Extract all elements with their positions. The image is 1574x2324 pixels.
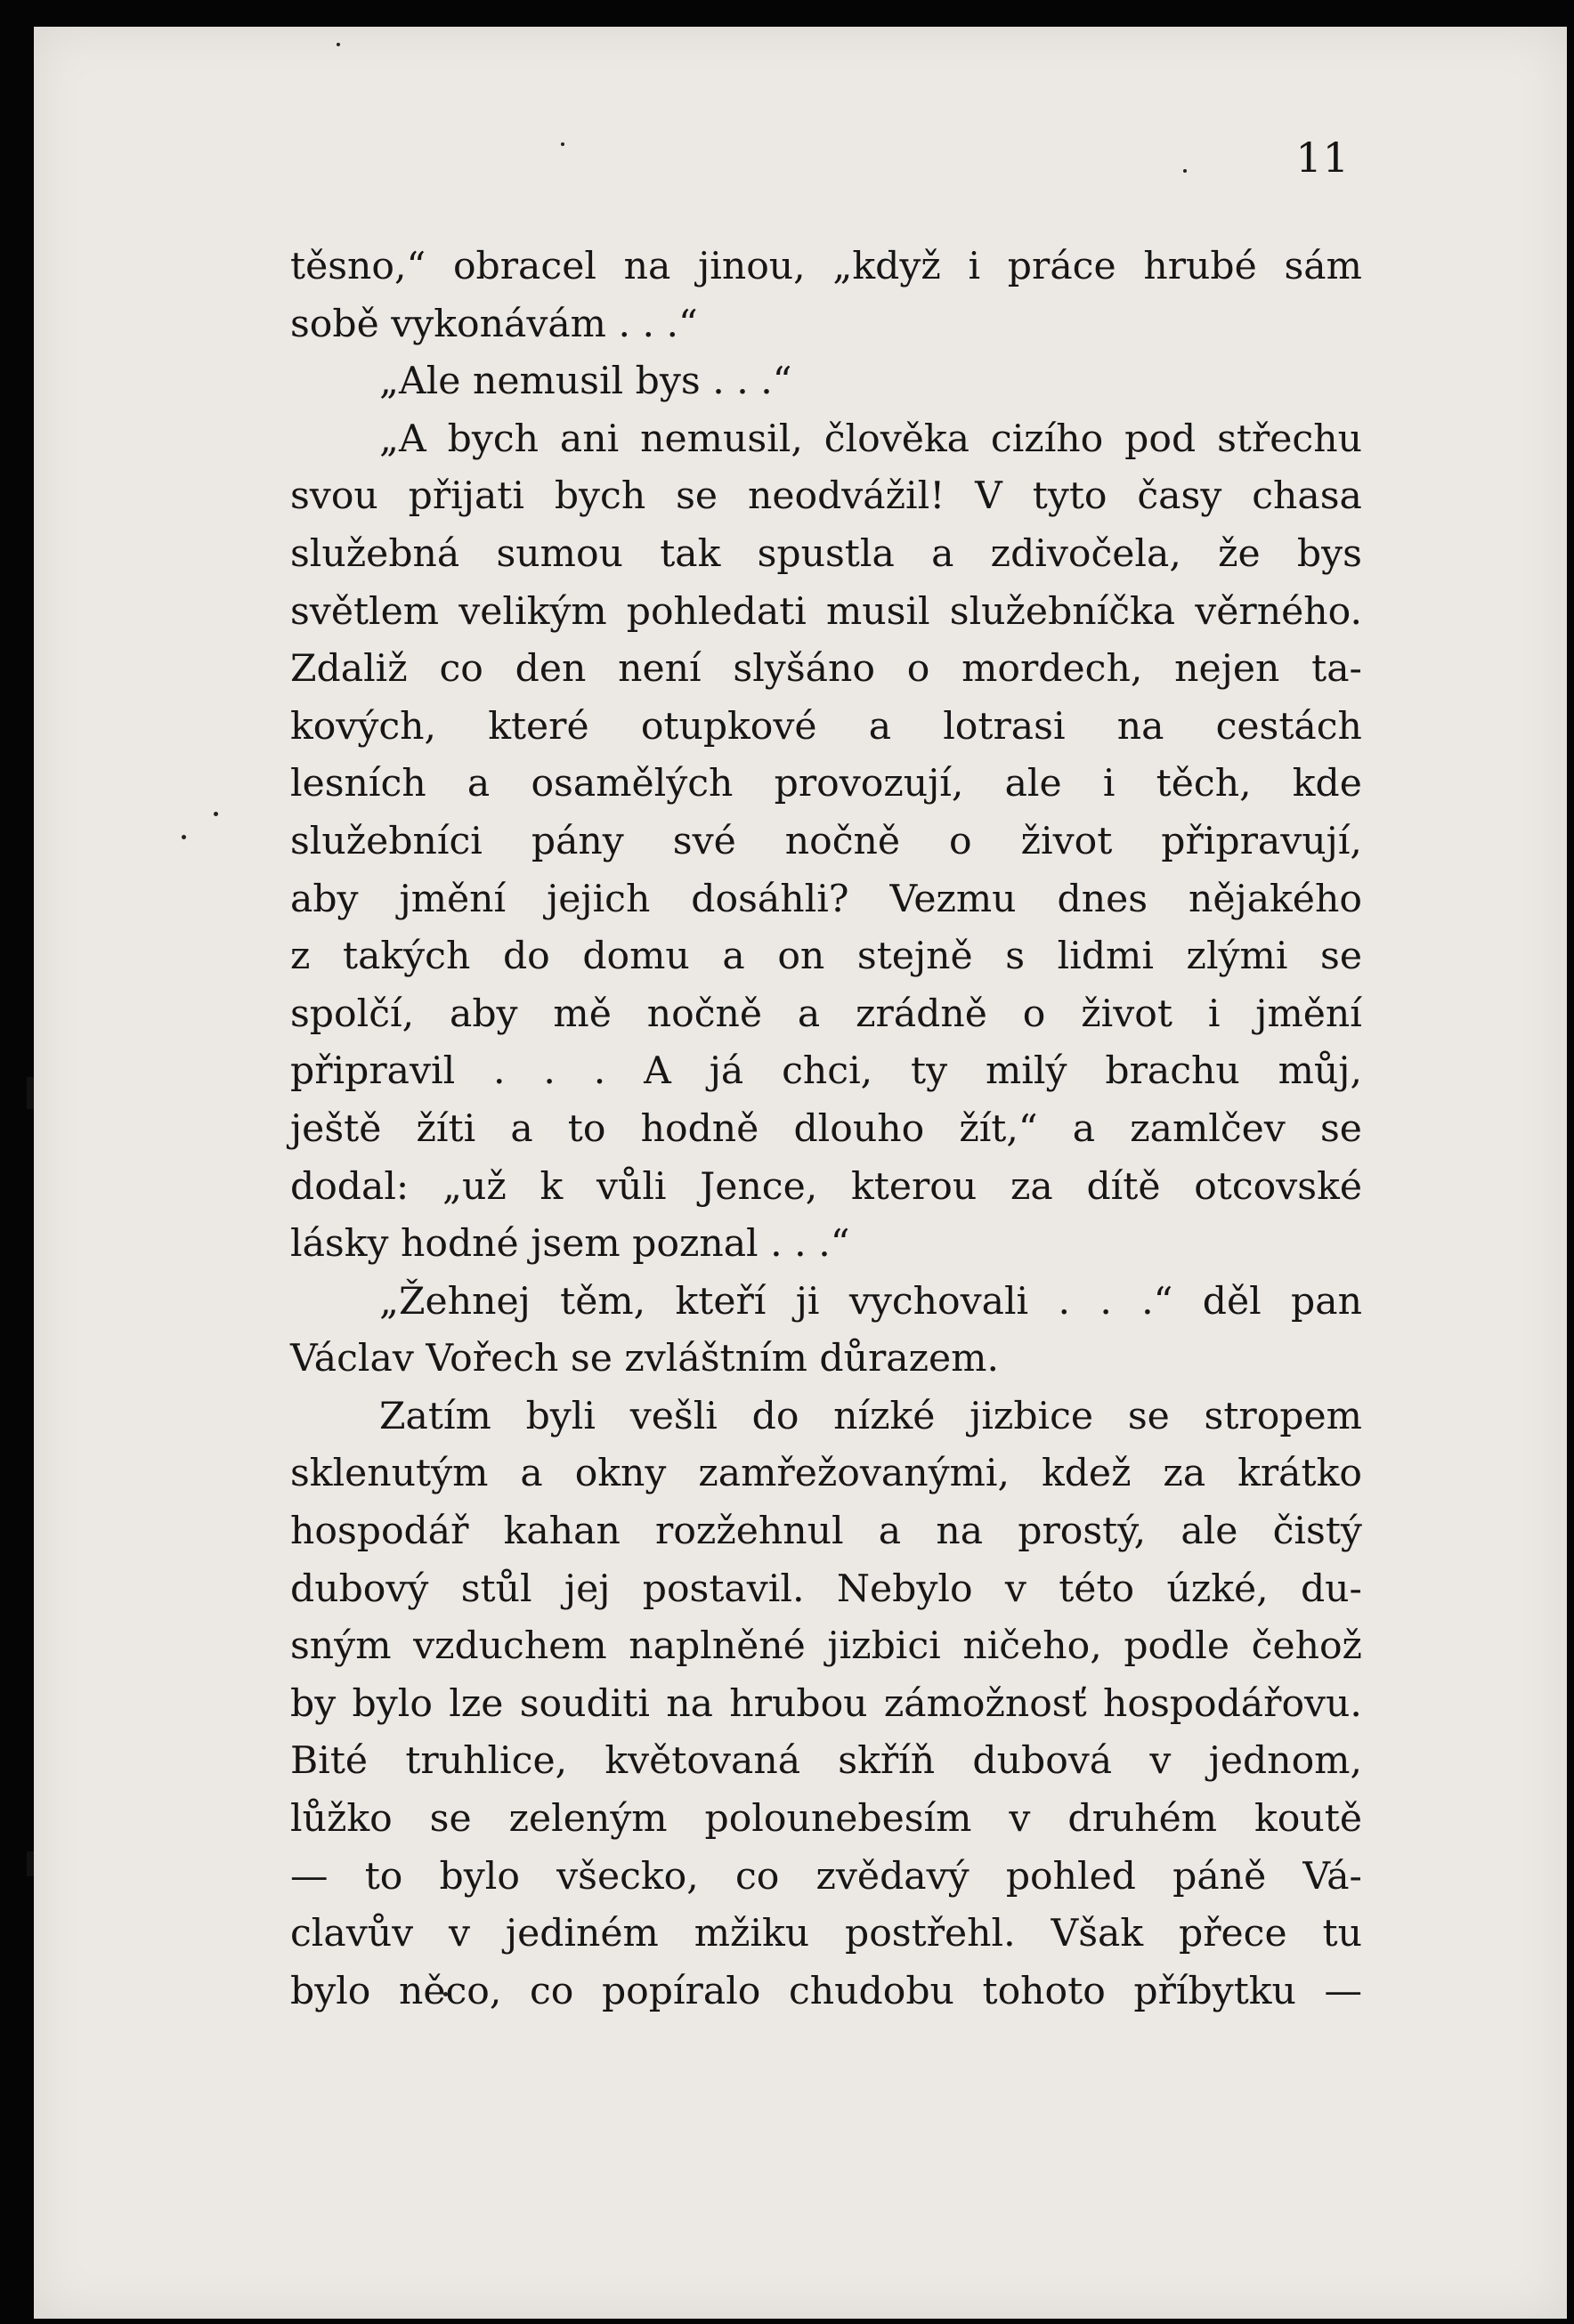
body-text [290, 239, 1362, 2020]
left-page-edge [0, 0, 34, 2324]
text-line: bylo něco, co popíralo chudobu tohoto příbytku — [290, 1969, 1362, 2013]
book-page [34, 27, 1567, 2319]
text-line: „Ale nemusil bys . . .“ [379, 360, 792, 404]
text-line: lesních a osamělých provozují, ale i těch, kde [290, 762, 1362, 806]
text-line: těsno,“ obracel na jinou, „když i práce hrubé sám [290, 245, 1362, 288]
text-line: služebníci pány své nočně o život připravují, [290, 819, 1362, 863]
text-line: — to bylo všecko, co zvědavý pohled páně Vá- [290, 1854, 1362, 1899]
text-line: aby jmění jejich dosáhli? Vezmu dnes nějakého [290, 877, 1362, 921]
text-line: hospodář kahan rozžehnul a na prostý, ale čistý [290, 1510, 1362, 1554]
paper-speck [561, 142, 564, 146]
text-line: clavův v jediném mžiku postřehl. Však přece tu [290, 1912, 1362, 1956]
text-line: svou přijati bych se neodvážil! V tyto časy chasa [290, 474, 1362, 519]
paper-speck [214, 812, 218, 816]
text-line: dodal: „už k vůli Jence, kterou za dítě otcovské [290, 1164, 1362, 1209]
text-line: Václav Vořech se zvláštním důrazem. [290, 1337, 999, 1381]
text-line: ještě žíti a to hodně dlouho žít,“ a zamlčev se [290, 1106, 1362, 1151]
text-line: Bité truhlice, květovaná skříň dubová v jednom, [290, 1739, 1362, 1784]
text-line: kových, které otupkové a lotrasi na cestách [290, 704, 1362, 749]
page-number: 11 [1295, 134, 1350, 182]
text-line: „Žehnej těm, kteří ji vychovali . . .“ děl pan [379, 1279, 1362, 1324]
paper-speck [337, 43, 340, 46]
paper-speck [182, 835, 186, 839]
paper-speck [1183, 169, 1187, 173]
text-line: z takých do domu a on stejně s lidmi zlými se [290, 935, 1362, 979]
text-line: světlem velikým pohledati musil služebníčka věrného. [290, 589, 1362, 634]
text-line: Zdaliž co den není slyšáno o mordech, nejen ta- [290, 647, 1362, 692]
text-line: lůžko se zeleným polounebesím v druhém koutě [290, 1797, 1362, 1842]
text-line: Zatím byli vešli do nízké jizbice se stropem [379, 1394, 1362, 1438]
text-line: „A bych ani nemusil, člověka cizího pod střechu [379, 417, 1362, 461]
text-line: dubový stůl jej postavil. Nebylo v této úzké, du- [290, 1567, 1362, 1611]
text-line: sklenutým a okny zamřežovanými, kdež za krátko [290, 1452, 1362, 1496]
text-line: sným vzduchem naplněné jizbici ničeho, podle čehož [290, 1624, 1362, 1669]
text-line: služebná sumou tak spustla a zdivočela, že bys [290, 531, 1362, 576]
text-line: lásky hodné jsem poznal . . .“ [290, 1222, 850, 1267]
text-line: spolčí, aby mě nočně a zrádně o život i jmění [290, 992, 1362, 1036]
text-line: připravil . . . A já chci, ty milý brachu můj, [290, 1049, 1362, 1094]
text-line: sobě vykonávám . . .“ [290, 302, 698, 346]
text-line: by bylo lze souditi na hrubou zámožnosť hospodářovu. [290, 1681, 1362, 1726]
